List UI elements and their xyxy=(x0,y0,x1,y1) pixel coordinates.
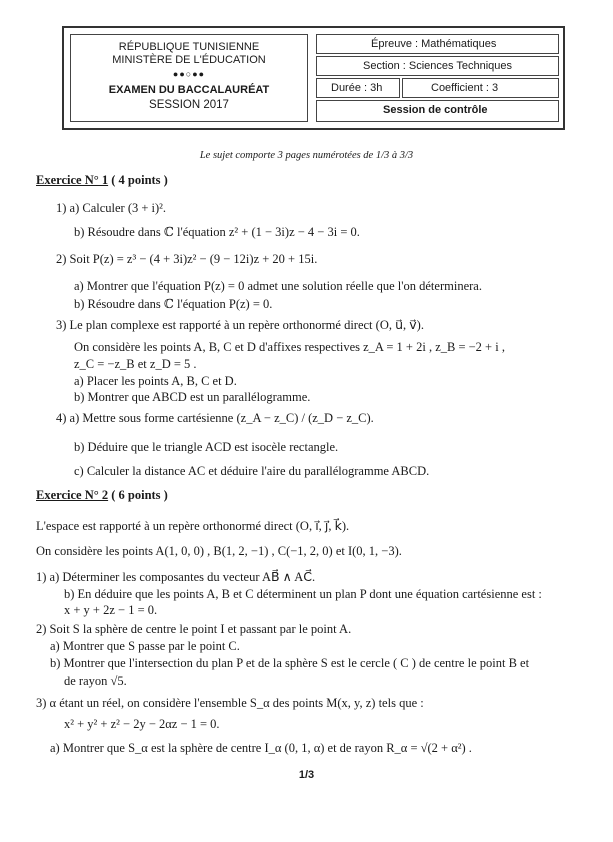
ex1-q3-line1: On considère les points A, B, C et D d'affixes respectives z_A = 1 + 2i , z_B = −2 + i , xyxy=(74,340,505,354)
exercise-1-heading xyxy=(36,173,168,188)
exercise-1-title: Exercice N° 1 xyxy=(36,173,109,187)
session-type-cell: Session de contrôle xyxy=(316,100,559,122)
ministry-block xyxy=(70,34,308,122)
ex1-q1b: b) Résoudre dans ℂ l'équation z² + (1 − 3i)z − 4 − 3i = 0. xyxy=(74,225,360,239)
section-cell: Section : Sciences Techniques xyxy=(316,56,559,76)
ex1-q4a: 4) a) Mettre sous forme cartésienne (z_A − z_C) / (z_D − z_C). xyxy=(56,411,374,425)
ex2-q1a: 1) a) Déterminer les composantes du vecteur AB⃗ ∧ AC⃗. xyxy=(36,570,316,584)
exam-header-frame xyxy=(62,26,565,130)
ex1-q2: 2) Soit P(z) = z³ − (4 + 3i)z² − (9 − 12i)z + 20 + 15i. xyxy=(56,252,318,266)
ex2-intro-2: On considère les points A(1, 0, 0) , B(1, 2, −1) , C(−1, 2, 0) et I(0, 1, −3). xyxy=(36,544,402,558)
exam-info-block xyxy=(316,34,559,122)
ex1-q3a: a) Placer les points A, B, C et D. xyxy=(74,374,237,388)
page-count-note: Le sujet comporte 3 pages numérotées de 1/3 à 3/3 xyxy=(199,150,414,161)
ex1-q1a: 1) a) Calculer (3 + i)². xyxy=(56,201,167,215)
ex1-q4b: b) Déduire que le triangle ACD est isocèle rectangle. xyxy=(74,440,339,454)
ex2-q3a: a) Montrer que S_α est la sphère de centre I_α (0, 1, α) et de rayon R_α = √(2 + α²) . xyxy=(50,741,472,755)
exercise-2-points: ( 6 points ) xyxy=(108,488,168,502)
page-number: 1/3 xyxy=(298,769,315,781)
exam-label: EXAMEN DU BACCALAURÉAT xyxy=(108,83,270,96)
ex2-q3-equation: x² + y² + z² − 2y − 2αz − 1 = 0. xyxy=(64,717,220,731)
ex1-q4c: c) Calculer la distance AC et déduire l'aire du parallélogramme ABCD. xyxy=(74,464,430,478)
ex2-q1b-line2: x + y + 2z − 1 = 0. xyxy=(64,603,158,617)
ex1-q2a: a) Montrer que l'équation P(z) = 0 admet une solution réelle que l'on déterminera. xyxy=(74,279,482,293)
exercise-2-title: Exercice N° 2 xyxy=(36,488,109,502)
ex2-q2a: a) Montrer que S passe par le point C. xyxy=(50,639,240,653)
ex2-intro-1: L'espace est rapporté à un repère orthonormé direct (O, i⃗, j⃗, k⃗). xyxy=(36,519,350,533)
ex2-q2b-line2: de rayon √5. xyxy=(64,674,127,688)
ex2-q2b-line1: b) Montrer que l'intersection du plan P et de la sphère S est le cercle ( C ) de centre le point B et xyxy=(50,656,530,670)
ex1-q3-line2: z_C = −z_B et z_D = 5 . xyxy=(74,357,197,371)
ex2-q3: 3) α étant un réel, on considère l'ensemble S_α des points M(x, y, z) tels que : xyxy=(36,696,424,710)
republic-label: RÉPUBLIQUE TUNISIENNE xyxy=(118,41,260,53)
coefficient-cell: Coefficient : 3 xyxy=(402,78,559,98)
exercise-1-points: ( 4 points ) xyxy=(108,173,168,187)
exercise-2-heading xyxy=(36,488,168,503)
ex2-q2: 2) Soit S la sphère de centre le point I et passant par le point A. xyxy=(36,622,352,636)
ex1-q3: 3) Le plan complexe est rapporté à un repère orthonormé direct (O, u⃗, v⃗). xyxy=(56,318,424,332)
ex1-q3b: b) Montrer que ABCD est un parallélogramme. xyxy=(74,390,311,404)
session-label: SESSION 2017 xyxy=(149,99,229,111)
ministry-label: MINISTÈRE DE L'ÉDUCATION xyxy=(112,53,266,66)
dots-ornament: ●●○●● xyxy=(172,69,206,79)
ex2-q1b-line1: b) En déduire que les points A, B et C déterminent un plan P dont une équation cartésienne est : xyxy=(64,587,542,601)
epreuve-cell: Épreuve : Mathématiques xyxy=(316,34,559,54)
ex1-q2b: b) Résoudre dans ℂ l'équation P(z) = 0. xyxy=(74,297,273,311)
duration-cell: Durée : 3h xyxy=(316,78,400,98)
